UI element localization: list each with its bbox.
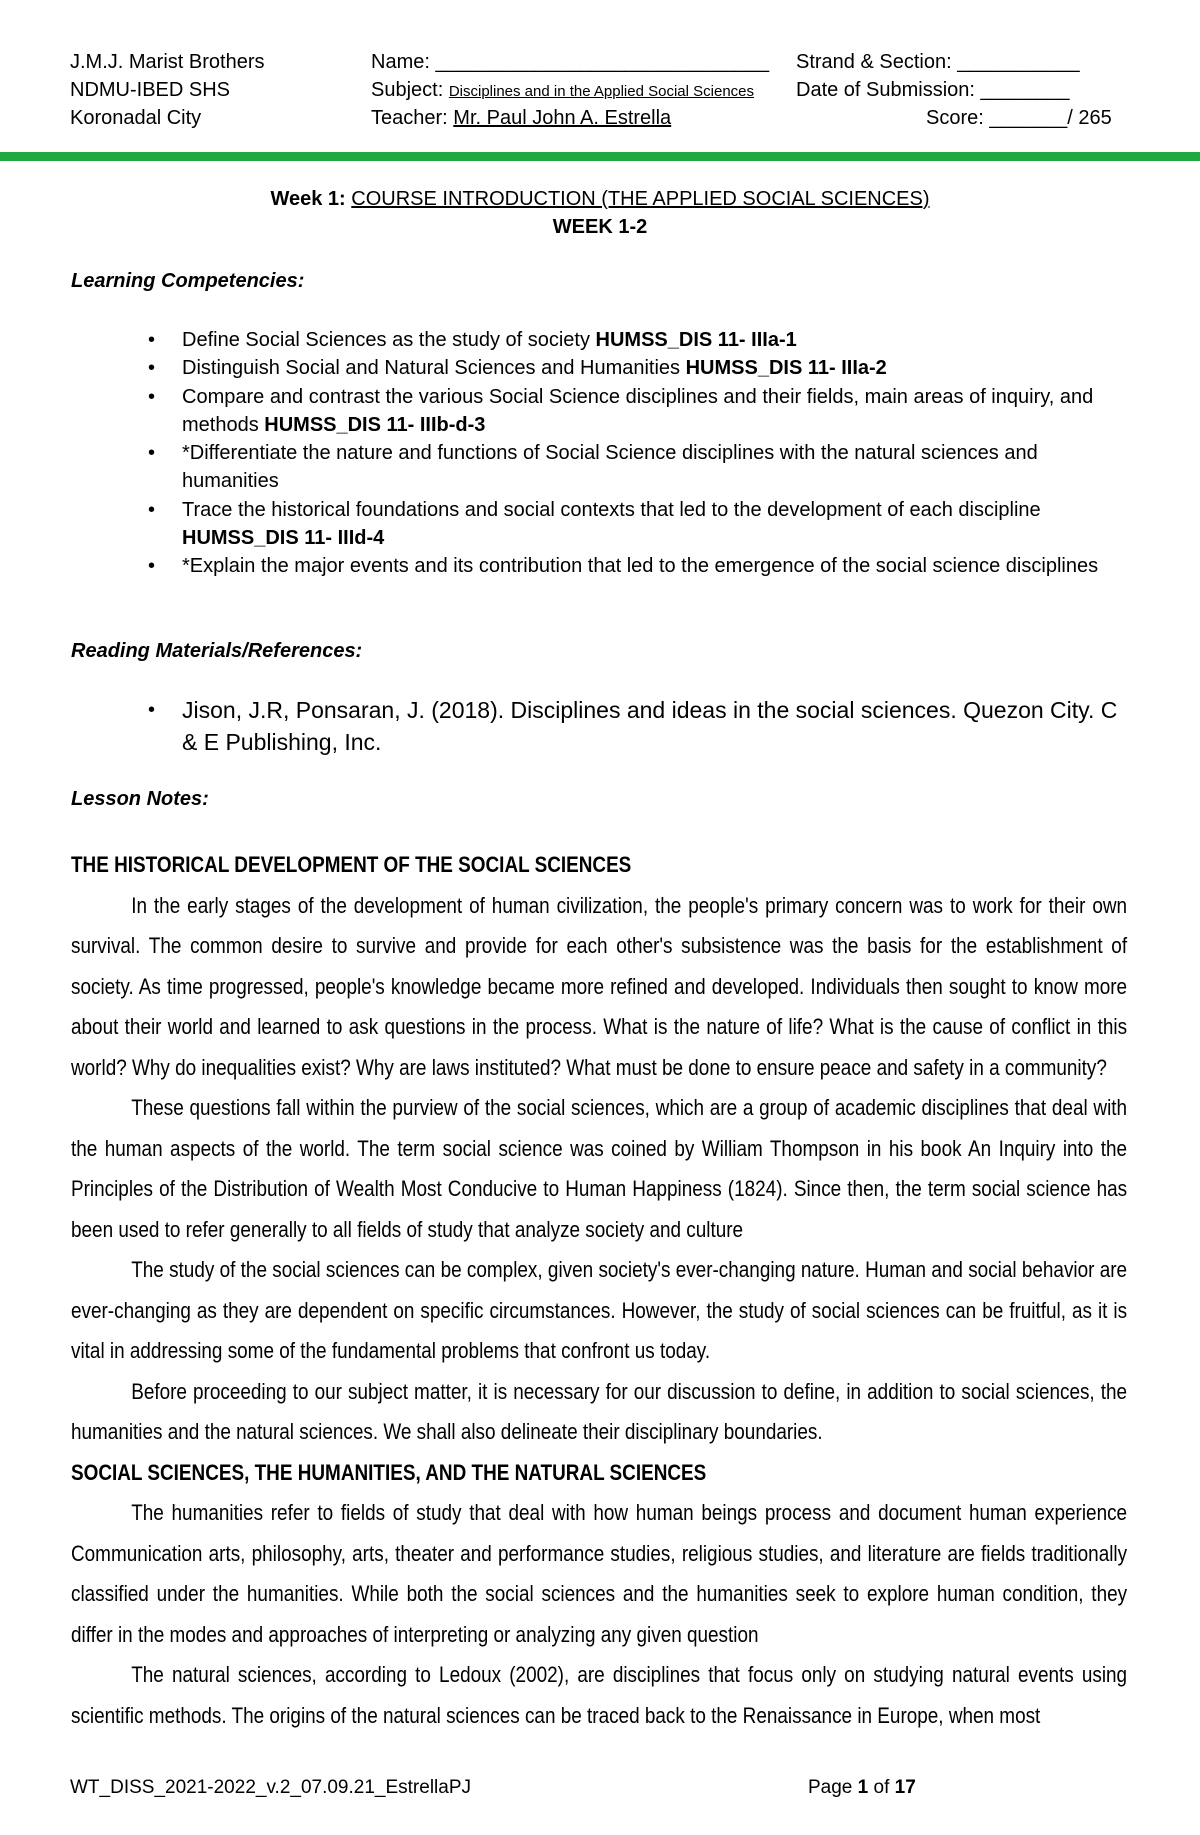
competency-text: Define Social Sciences as the study of society <box>182 329 596 351</box>
competencies-list <box>140 326 1130 581</box>
references-heading: Reading Materials/References: <box>71 640 363 662</box>
section-title: SOCIAL SCIENCES, THE HUMANITIES, AND THE NATURAL SCIENCES <box>71 1459 707 1485</box>
list-item <box>140 383 1130 440</box>
date-label: Date of Submission: <box>796 79 975 101</box>
subject-label: Subject: <box>371 79 444 101</box>
name-label: Name: <box>371 51 430 73</box>
competency-code: HUMSS_DIS 11- IIIa-2 <box>685 357 887 380</box>
list-item <box>140 552 1130 580</box>
paragraph: Before proceeding to our subject matter, it is necessary for our discussion to define, in addition to social sciences, the humanities and the natural sciences. We shall also delineate their disciplinary boundaries. <box>71 1378 1128 1444</box>
score-field <box>796 104 1112 132</box>
header-row <box>70 48 1130 76</box>
teacher-label: Teacher: <box>371 107 448 129</box>
lesson-body <box>71 845 1127 1736</box>
page-total: 17 <box>894 1777 916 1798</box>
list-item <box>140 496 1130 553</box>
strand-label: Strand & Section: <box>796 51 952 73</box>
score-label: Score: <box>926 107 984 129</box>
score-total: / 265 <box>1067 107 1112 129</box>
lesson-notes-heading: Lesson Notes: <box>71 788 209 810</box>
paragraph: In the early stages of the development of human civilization, the people's primary concern was to work for their own survival. The common desire to survive and provide for each other's subsistence was the basis for the establishment of society. As time progressed, people's knowledge became more refined and developed. Individuals then sought to know more about their world and learned to ask questions in the process. What is the nature of life? What is the cause of conflict in this world? Why do inequalities exist? Why are laws instituted? What must be done to ensure peace and safety in a community? <box>71 892 1128 1080</box>
strand-blank: ___________ <box>957 51 1080 73</box>
competency-text: Trace the historical foundations and social contexts that led to the development of each discipline <box>182 498 1041 521</box>
references-list <box>140 694 1130 758</box>
strand-field <box>796 48 1080 76</box>
competency-text: Distinguish Social and Natural Sciences and Humanities <box>182 357 686 380</box>
list-item <box>140 326 1130 354</box>
header-row <box>70 76 1130 104</box>
department-name: NDMU-IBED SHS <box>70 79 231 101</box>
name-field <box>371 48 796 76</box>
competency-text: Compare and contrast the various Social Science disciplines and their fields, main areas of inquiry, and methods <box>182 385 1094 436</box>
paragraph: These questions fall within the purview of the social sciences, which are a group of academic disciplines that deal with the human aspects of the world. The term social science was coined by William Thompson in his book An Inquiry into the Principles of the Distribution of Wealth Most Conducive to Human Happiness (1824). Since then, the term social science has been used to refer generally to all fields of study that analyze society and culture <box>71 1095 1128 1242</box>
week-title-line <box>0 185 1200 213</box>
paragraph: The natural sciences, according to Ledoux (2002), are disciplines that focus only on studying natural events using scientific methods. The origins of the natural sciences can be traced back to the Renaissance in Europe, when most <box>71 1662 1128 1728</box>
header-divider <box>0 152 1200 161</box>
subject-value: Disciplines and in the Applied Social Sciences <box>448 83 755 100</box>
competency-code: HUMSS_DIS 11- IIIb-d-3 <box>264 413 486 436</box>
page-indicator <box>808 1775 916 1801</box>
school-name: J.M.J. Marist Brothers <box>70 51 265 73</box>
subject-field <box>371 76 796 104</box>
document-code: WT_DISS_2021-2022_v.2_07.09.21_EstrellaPJ <box>70 1777 472 1798</box>
paragraph: The humanities refer to fields of study that deal with how human beings process and document human experience Communication arts, philosophy, arts, theater and performance studies, religious studies, and literature are fields traditionally classified under the humanities. While both the social sciences and the humanities seek to explore human condition, they differ in the modes and approaches of interpreting or analyzing any given question <box>71 1500 1128 1647</box>
course-title: COURSE INTRODUCTION (THE APPLIED SOCIAL SCIENCES) <box>351 188 930 210</box>
page-number: 1 <box>857 1777 869 1798</box>
competency-text: *Explain the major events and its contribution that led to the emergence of the social science disciplines <box>182 555 1099 578</box>
lesson-title <box>0 185 1200 241</box>
page-label: Page <box>808 1777 853 1798</box>
competency-code: HUMSS_DIS 11- IIId-4 <box>182 527 385 550</box>
date-blank: ________ <box>980 79 1070 101</box>
score-blank: _______ <box>989 107 1068 129</box>
header-row <box>70 104 1130 132</box>
name-blank: ______________________________ <box>435 51 770 73</box>
list-item <box>140 354 1130 382</box>
teacher-field <box>371 104 796 132</box>
week-range: WEEK 1-2 <box>552 216 648 238</box>
date-field <box>796 76 1070 104</box>
list-item <box>140 439 1130 496</box>
teacher-value: Mr. Paul John A. Estrella <box>453 107 672 129</box>
competencies-heading: Learning Competencies: <box>71 270 305 292</box>
competency-text: *Differentiate the nature and functions of Social Science disciplines with the natural sciences and humanities <box>182 442 1038 493</box>
city-name: Koronadal City <box>70 107 202 129</box>
section-title: THE HISTORICAL DEVELOPMENT OF THE SOCIAL SCIENCES <box>71 852 632 877</box>
paragraph: The study of the social sciences can be complex, given society's ever-changing nature. Human and social behavior are ever-changing as they are dependent on specific circumstances. However, the study of social sciences can be fruitful, as it is vital in addressing some of the fundamental problems that confront us today. <box>71 1257 1128 1363</box>
competency-code: HUMSS_DIS 11- IIIa-1 <box>595 329 797 351</box>
week-label: Week 1: <box>270 188 346 210</box>
document-header <box>70 48 1130 132</box>
list-item: • Jison, J.R, Ponsaran, J. (2018). Disciplines and ideas in the social sciences. Quezon City. C & E Publishing, Inc. <box>140 694 1130 758</box>
of-label: of <box>873 1777 890 1798</box>
